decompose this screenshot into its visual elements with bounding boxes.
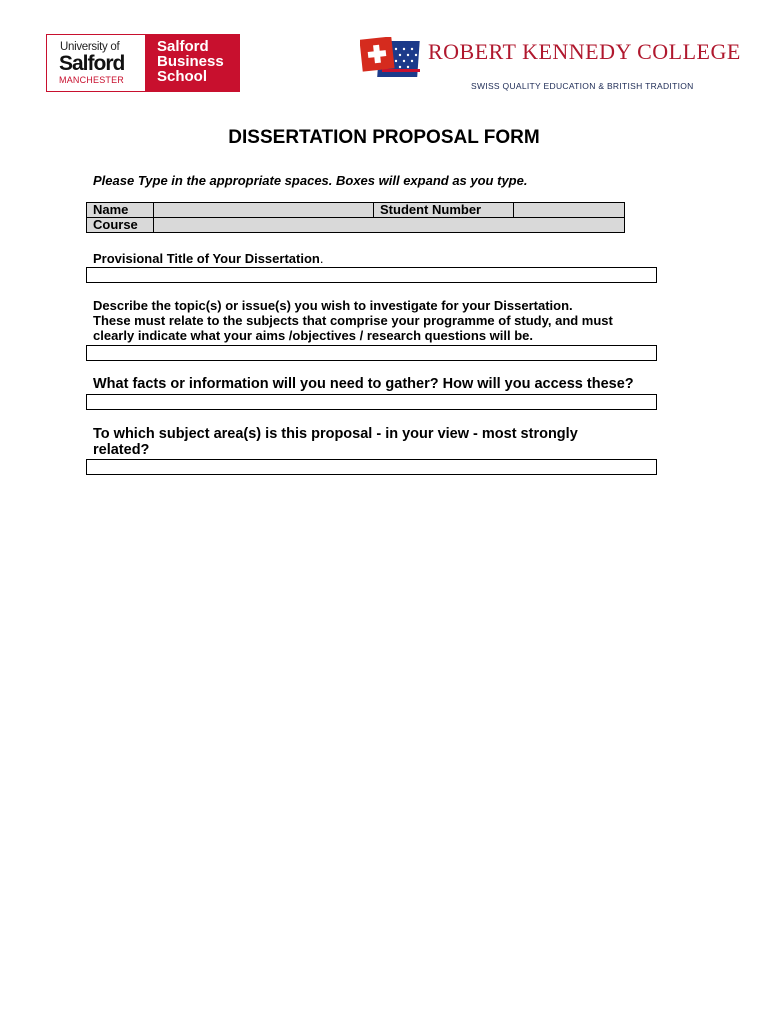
subject-area-label-line-2: related? [93,442,150,458]
logo-text-school-2: Business [157,53,224,70]
flags-icon [360,37,424,79]
business-school-block [145,35,239,91]
section-label-subject-area [93,426,578,458]
college-name-wordmark: ROBERT KENNEDY COLLEGE [428,39,741,64]
section-label-topic [93,298,613,343]
topic-label-line-1: Describe the topic(s) or issue(s) you wish to investigate for your Dissertation. [93,298,573,313]
college-tagline: SWISS QUALITY EDUCATION & BRITISH TRADITION [471,81,694,91]
name-label: Name [87,203,154,218]
provisional-title-label-text: Provisional Title of Your Dissertation [93,251,320,266]
logo-text-school-3: School [157,68,208,85]
name-field[interactable] [154,203,374,218]
student-number-label: Student Number [374,203,514,218]
course-label: Course [87,218,154,233]
student-number-field[interactable] [514,203,625,218]
robert-kennedy-college-logo [360,37,741,95]
logo-text-salford: Salford [59,52,125,75]
logo-text-manchester: MANCHESTER [59,75,125,85]
topic-description-field[interactable] [86,345,657,361]
logo-text-university-of: University of [60,41,120,53]
course-field[interactable] [154,218,625,233]
facts-information-field[interactable] [86,394,657,410]
subject-area-field[interactable] [86,459,657,475]
provisional-title-field[interactable] [86,267,657,283]
form-instructions: Please Type in the appropriate spaces. Boxes will expand as you type. [93,173,528,188]
salford-business-school-logo [46,34,240,92]
subject-area-label-line-1: To which subject area(s) is this proposal - in your view - most strongly [93,426,578,442]
topic-label-line-3: clearly indicate what your aims /objectives / research questions will be. [93,328,534,343]
section-label-provisional-title: Provisional Title of Your Dissertation. [93,251,324,266]
table-row [87,218,625,233]
university-of-salford-wordmark [47,35,145,91]
student-info-table [86,202,625,233]
page-title: DISSERTATION PROPOSAL FORM [228,127,540,148]
section-label-facts: What facts or information will you need to gather? How will you access these? [93,376,634,392]
table-row [87,203,625,218]
logo-text-school-1: Salford [157,38,209,55]
topic-label-line-2: These must relate to the subjects that comprise your programme of study, and must [93,313,613,328]
